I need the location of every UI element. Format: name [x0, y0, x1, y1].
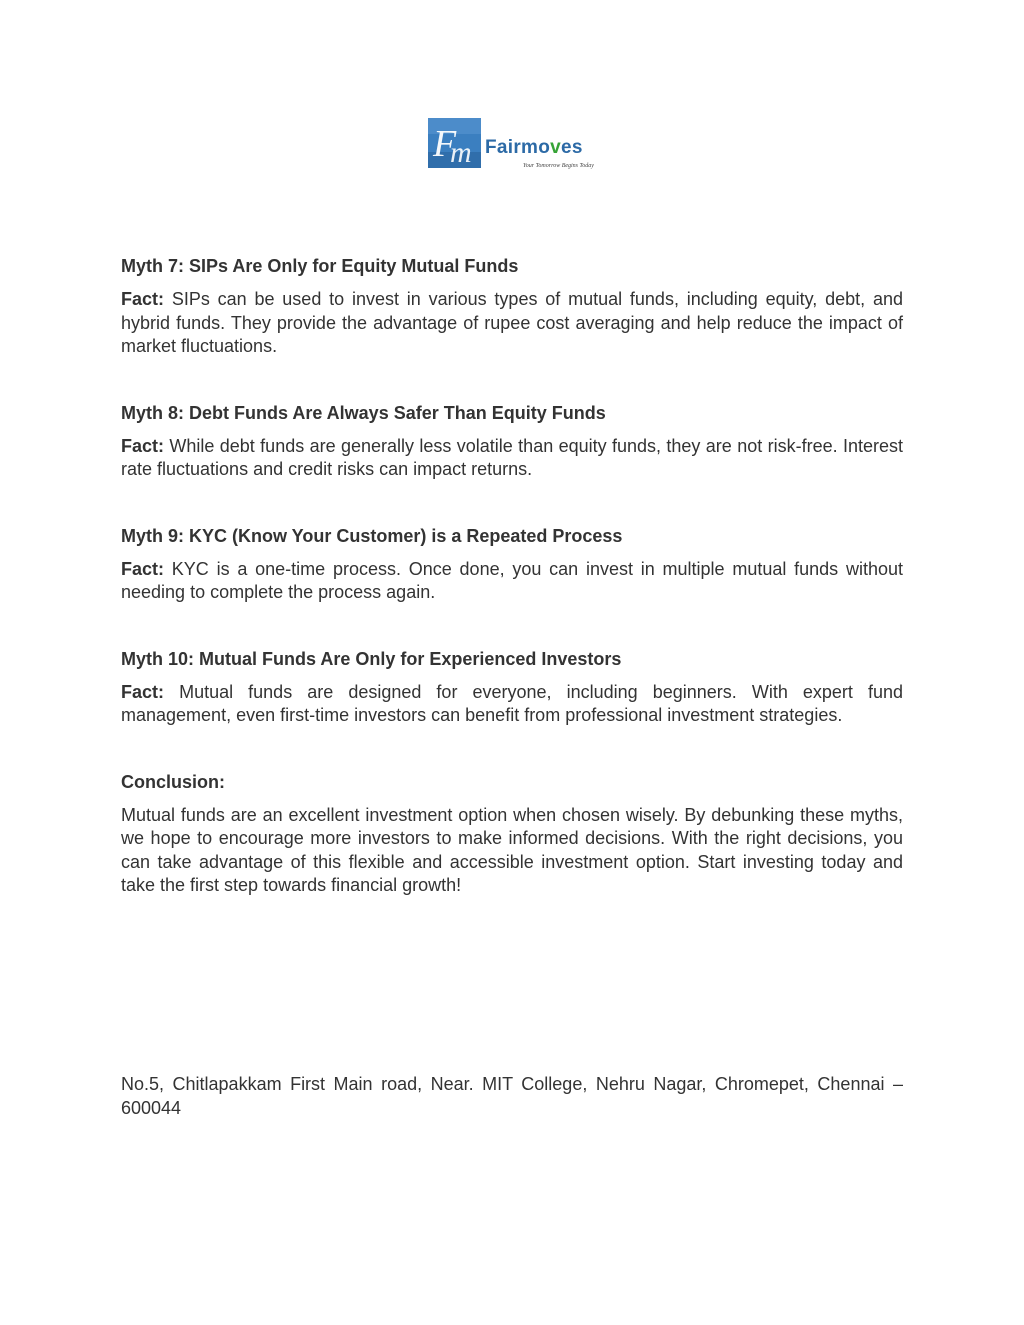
fact-text: SIPs can be used to invest in various types of mutual funds, including equity, debt, and hybrid funds. They provide the advantage of rupee cost averaging and help reduce the impact of market fluctuations.	[121, 289, 903, 356]
office-address: No.5, Chitlapakkam First Main road, Near. MIT College, Nehru Nagar, Chromepet, Chennai – 600044	[121, 1074, 903, 1118]
fm-monogram-icon	[428, 118, 481, 168]
fact-paragraph	[121, 435, 903, 482]
fact-text: While debt funds are generally less volatile than equity funds, they are not risk-free. Interest rate fluctuations and credit risks can impact returns.	[121, 435, 903, 479]
svg-text:m: m	[450, 136, 472, 168]
conclusion-heading: Conclusion:	[121, 771, 225, 792]
fact-paragraph	[121, 681, 903, 728]
document-body	[121, 254, 903, 940]
fact-label: Fact:	[121, 681, 165, 702]
myth-heading: Myth 9: KYC (Know Your Customer) is a Repeated Process	[121, 525, 623, 546]
logo-wordmark: Fairmoves	[485, 137, 583, 158]
myth-section	[121, 647, 903, 728]
myth-section	[121, 401, 903, 482]
myth-heading: Myth 10: Mutual Funds Are Only for Experienced Investors	[121, 648, 622, 669]
fact-text: Mutual funds are designed for everyone, including beginners. With expert fund management, even first-time investors can benefit from professional investment strategies.	[121, 681, 903, 725]
fact-label: Fact:	[121, 558, 165, 579]
myth-section	[121, 524, 903, 605]
svg-text:F: F	[433, 123, 457, 165]
logo-tagline: Your Tomorrow Begins Today	[523, 163, 594, 169]
fact-paragraph	[121, 288, 903, 359]
conclusion-section	[121, 770, 903, 898]
fact-label: Fact:	[121, 289, 165, 309]
fact-text: KYC is a one-time process. Once done, you can invest in multiple mutual funds without needing to complete the process again.	[121, 558, 903, 602]
fact-paragraph	[121, 558, 903, 605]
myth-heading: Myth 8: Debt Funds Are Always Safer Than Equity Funds	[121, 402, 606, 423]
fact-label: Fact:	[121, 435, 165, 456]
myth-heading: Myth 7: SIPs Are Only for Equity Mutual Funds	[121, 256, 519, 276]
fairmoves-logo	[428, 118, 598, 174]
conclusion-paragraph: Mutual funds are an excellent investment option when chosen wisely. By debunking these myths, we hope to encourage more investors to make informed decisions. With the right decisions, you can take advantage of this flexible and accessible investment option. Start investing today and take the first step towards financial growth!	[121, 804, 903, 895]
myth-section	[121, 254, 903, 359]
